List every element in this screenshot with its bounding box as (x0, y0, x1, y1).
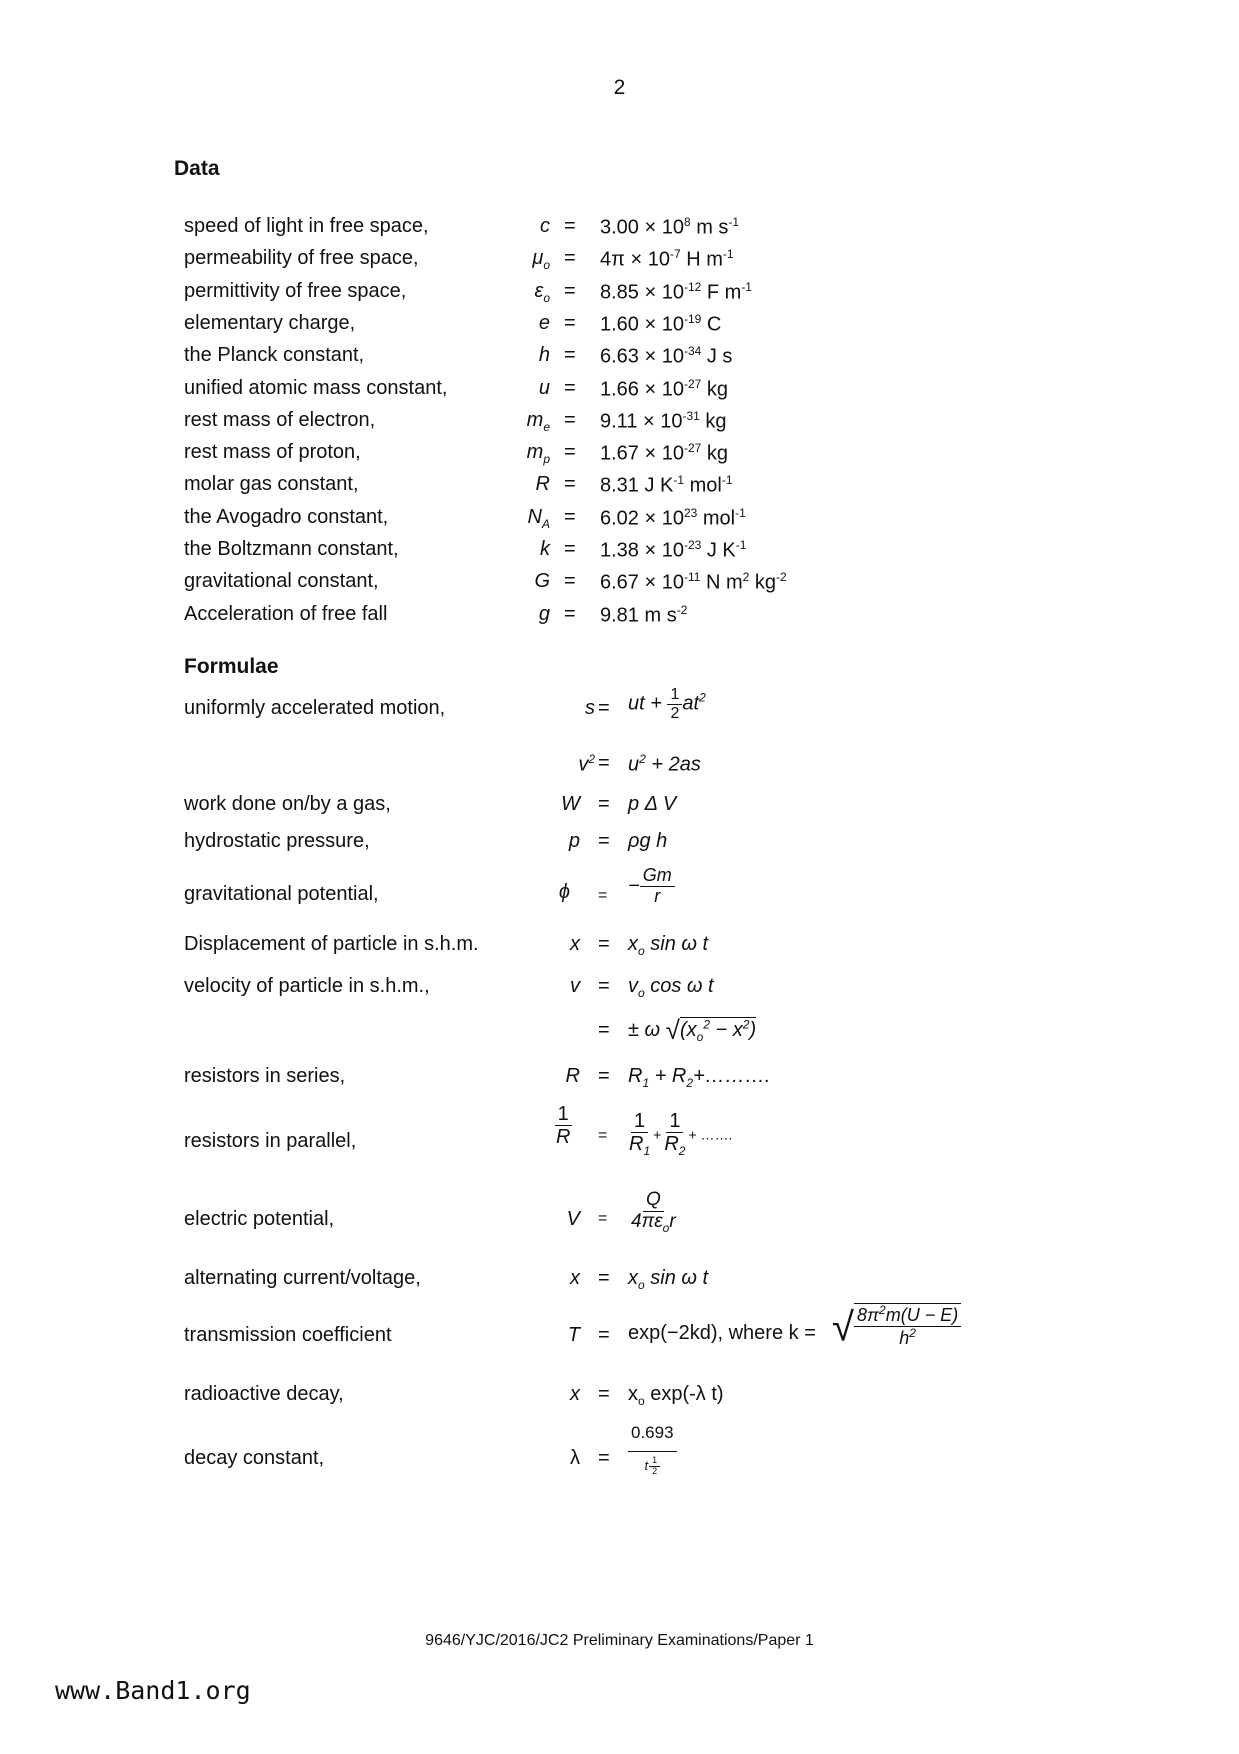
formula-lhs: x (570, 1267, 580, 1289)
constant-symbol: c (540, 215, 550, 237)
constant-value: $1.67 \times 10^{-27}$ kg (600, 441, 728, 465)
constant-symbol: e (538, 312, 550, 334)
formula-label: uniformly accelerated motion, (184, 697, 446, 719)
formula-rhs: $x_o$ exp(-λ t) (628, 1383, 724, 1408)
equals-sign: = (598, 1383, 610, 1405)
equals-sign: = (598, 1065, 610, 1087)
equals-sign: = (564, 506, 576, 528)
constant-value: 8.31 J $K^{-1}$ mol$^{-1}$ (600, 473, 733, 497)
formula-lhs: $v^2$ (578, 752, 595, 776)
constant-symbol: $\varepsilon_o$ (534, 280, 550, 305)
equals-sign: = (564, 441, 576, 463)
equals-sign: = (564, 538, 576, 560)
formula-rhs: p Δ V (628, 793, 677, 815)
footer-paper-code: 9646/YJC/2016/JC2 Preliminary Examinations/Paper 1 (425, 1632, 814, 1649)
constant-value: 9.81 m $s^{-2}$ (600, 603, 688, 627)
constant-symbol: $\mu_o$ (532, 247, 550, 272)
watermark-url: www.Band1.org (55, 1676, 251, 1705)
constant-symbol: h (538, 344, 550, 366)
formula-label: Displacement of particle in s.h.m. (184, 933, 479, 955)
equals-sign: = (598, 1324, 610, 1346)
formula-label: work done on/by a gas, (184, 793, 391, 815)
formula-lhs: ϕ (558, 881, 570, 903)
equals-sign: = (598, 1447, 610, 1469)
formula-label: transmission coefficient (184, 1324, 392, 1346)
equals-sign: = (598, 752, 610, 774)
formula-rhs: $x_o$ sin ω t (628, 1267, 709, 1292)
equals-sign: = (598, 933, 610, 955)
constant-value: $1.38 \times 10^{-23}$ J $K^{-1}$ (600, 538, 747, 562)
constant-value: $3.00 \times 10^8$ m $s^{-1}$ (600, 215, 740, 239)
constant-label: gravitational constant, (184, 570, 379, 592)
equals-sign: = (564, 409, 576, 431)
constant-value: $9.11 \times 10^{-31}$ kg (600, 409, 727, 433)
formula-lhs: $\frac{1}{R}$ (556, 1103, 571, 1148)
data-heading: Data (174, 157, 220, 180)
equals-sign: = (564, 215, 576, 237)
formula-lhs: W (561, 793, 580, 815)
equals-sign: = (598, 1267, 610, 1289)
formula-rhs: ± ω $√(x_o^2 - x^2)$ (628, 1015, 757, 1045)
constant-label: speed of light in free space, (184, 215, 429, 237)
formula-label: gravitational potential, (184, 883, 379, 905)
constant-symbol: $N_A$ (527, 506, 550, 531)
equals-sign: = (598, 1210, 608, 1227)
equals-sign: = (598, 793, 610, 815)
formula-rhs: $\frac{1}{R_1}$ + $\frac{1}{R_2}$ + ……. (629, 1110, 733, 1158)
equals-sign: = (598, 975, 610, 997)
constant-symbol: $m_e$ (526, 409, 550, 434)
formula-rhs: ρg h (628, 830, 668, 852)
constant-label: the Planck constant, (184, 344, 365, 366)
equals-sign: = (598, 697, 610, 719)
formula-rhs: $v_o$ cos ω t (628, 975, 714, 1000)
constant-symbol: $m_p$ (526, 441, 550, 466)
formula-lhs: s (585, 697, 595, 719)
constant-label: the Avogadro constant, (184, 506, 389, 528)
page-number: 2 (613, 76, 626, 99)
constant-value: $6.02 \times 10^{23}$ mol$^{-1}$ (600, 506, 746, 530)
formula-rhs: 0.693 t $\frac{1}{2}$ (628, 1424, 677, 1476)
constant-value: $8.85 \times 10^{-12}$ F $m^{-1}$ (600, 280, 752, 304)
formula-rhs: − $\frac{Gm}{r}$ (628, 866, 675, 907)
equals-sign: = (598, 1019, 610, 1041)
formulae-heading: Formulae (184, 655, 279, 678)
formula-rhs: $R_1$ + $R_2+\dots\dots\dots$. (628, 1065, 771, 1090)
equals-sign: = (564, 377, 576, 399)
formula-rhs: $u^2 + 2as$ (628, 752, 701, 776)
constant-symbol: u (538, 377, 550, 399)
equals-sign: = (564, 280, 576, 302)
formula-rhs: ut + $\frac{1}{2}$ $at^2$ (628, 686, 706, 722)
equals-sign: = (564, 344, 576, 366)
constant-value: $6.63 \times 10^{-34}$ J s (600, 344, 733, 368)
constant-label: elementary charge, (184, 312, 356, 334)
formula-lhs: x (570, 933, 580, 955)
constant-label: molar gas constant, (184, 473, 359, 495)
formula-label: radioactive decay, (184, 1383, 344, 1405)
constant-value: $4\pi \times 10^{-7}$ H $m^{-1}$ (600, 247, 734, 271)
formula-lhs: x (570, 1383, 580, 1405)
formula-lhs: V (566, 1208, 580, 1230)
constant-symbol: G (534, 570, 550, 592)
constant-value: $1.60 \times 10^{-19}$ C (600, 312, 722, 336)
formula-rhs: $\frac{Q}{4\pi\varepsilon_or}$ (631, 1189, 676, 1235)
formula-label: resistors in series, (184, 1065, 346, 1087)
equals-sign: = (598, 830, 610, 852)
formula-label: velocity of particle in s.h.m., (184, 975, 430, 997)
equals-sign: = (564, 570, 576, 592)
constant-label: unified atomic mass constant, (184, 377, 448, 399)
constant-symbol: g (538, 603, 550, 625)
equals-sign: = (564, 473, 576, 495)
formula-lhs: R (565, 1065, 580, 1087)
formula-rhs-root: √ $\frac{8\pi^2m(U - E)}{h^2}$ (832, 1303, 961, 1351)
constant-label: the Boltzmann constant, (184, 538, 399, 560)
constant-value: $1.66 \times 10^{-27}$ kg (600, 377, 728, 401)
formula-label: resistors in parallel, (184, 1130, 357, 1152)
formula-lhs: p (568, 830, 580, 852)
constant-label: rest mass of electron, (184, 409, 376, 431)
formula-label: hydrostatic pressure, (184, 830, 370, 852)
constant-label: permittivity of free space, (184, 280, 407, 302)
constant-label: Acceleration of free fall (184, 603, 388, 625)
equals-sign: = (598, 1127, 608, 1144)
formula-lhs: v (570, 975, 580, 997)
constant-symbol: R (535, 473, 550, 495)
constant-value: $6.67 \times 10^{-11}$ N $m^2$ $kg^{-2}$ (600, 570, 787, 594)
equals-sign: = (564, 603, 576, 625)
constant-symbol: k (540, 538, 550, 560)
formula-label: decay constant, (184, 1447, 325, 1469)
constant-label: rest mass of proton, (184, 441, 361, 463)
formula-rhs-text: exp(−2kd), where k = (628, 1322, 816, 1344)
constant-label: permeability of free space, (184, 247, 419, 269)
equals-sign: = (564, 312, 576, 334)
formula-rhs: $x_o$ sin ω t (628, 933, 709, 958)
formula-lhs: λ (570, 1447, 580, 1469)
formula-label: alternating current/voltage, (184, 1267, 421, 1289)
formula-label: electric potential, (184, 1208, 335, 1230)
equals-sign: = (598, 887, 608, 904)
formula-lhs: T (567, 1324, 580, 1346)
equals-sign: = (564, 247, 576, 269)
